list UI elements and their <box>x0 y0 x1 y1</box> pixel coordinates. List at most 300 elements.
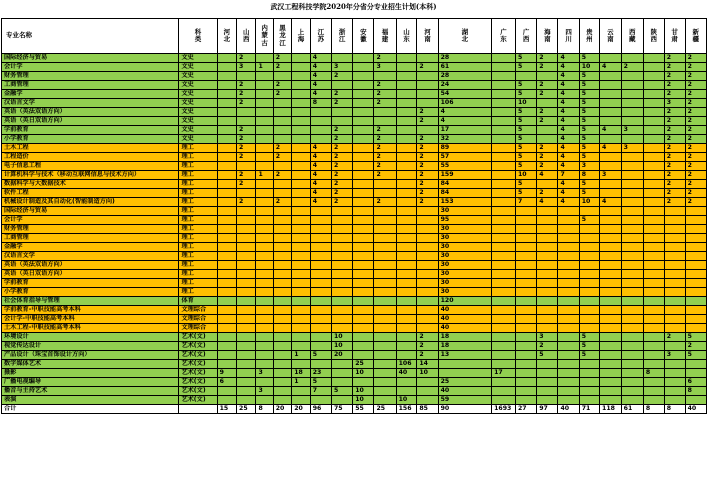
quota-cell: 4 <box>558 144 579 153</box>
quota-cell <box>685 270 706 279</box>
quota-cell <box>273 315 292 324</box>
table-row <box>2 351 707 360</box>
quota-cell <box>331 396 352 405</box>
quota-cell: 2 <box>685 198 706 207</box>
quota-cell <box>217 126 236 135</box>
quota-cell <box>492 63 516 72</box>
quota-cell <box>664 270 685 279</box>
quota-cell <box>600 252 622 261</box>
quota-cell <box>256 306 273 315</box>
quota-cell <box>417 324 438 333</box>
quota-cell <box>353 351 374 360</box>
table-row <box>2 153 707 162</box>
quota-cell <box>492 360 516 369</box>
quota-cell <box>310 342 331 351</box>
quota-cell: 3 <box>374 63 396 72</box>
quota-cell <box>310 279 331 288</box>
quota-cell <box>331 216 352 225</box>
quota-cell <box>292 333 311 342</box>
quota-cell <box>664 252 685 261</box>
quota-cell <box>353 180 374 189</box>
quota-cell: 9 <box>217 369 236 378</box>
quota-cell <box>600 396 622 405</box>
quota-cell <box>621 297 643 306</box>
quota-cell: 13 <box>438 351 492 360</box>
table-row <box>2 378 707 387</box>
quota-cell: 5 <box>579 180 599 189</box>
category-cell: 理工 <box>179 243 217 252</box>
quota-cell <box>396 180 417 189</box>
total-value: 8 <box>664 405 685 414</box>
quota-cell: 5 <box>579 90 599 99</box>
quota-cell <box>515 234 536 243</box>
quota-cell: 5 <box>515 189 536 198</box>
quota-cell <box>374 108 396 117</box>
header-province: 福 建 <box>374 19 396 54</box>
quota-cell <box>685 396 706 405</box>
quota-cell <box>331 297 352 306</box>
quota-cell: 10 <box>396 396 417 405</box>
quota-cell: 4 <box>310 153 331 162</box>
quota-cell <box>310 135 331 144</box>
quota-cell <box>292 297 311 306</box>
quota-cell: 2 <box>664 108 685 117</box>
quota-cell: 5 <box>515 108 536 117</box>
quota-cell <box>331 252 352 261</box>
quota-cell: 14 <box>417 360 438 369</box>
quota-cell <box>292 99 311 108</box>
quota-cell <box>353 108 374 117</box>
quota-cell <box>600 207 622 216</box>
category-cell: 艺术(文) <box>179 360 217 369</box>
quota-cell <box>396 126 417 135</box>
quota-cell <box>600 153 622 162</box>
quota-cell <box>492 207 516 216</box>
quota-cell <box>310 117 331 126</box>
quota-cell <box>417 126 438 135</box>
quota-cell <box>217 360 236 369</box>
quota-cell: 4 <box>438 108 492 117</box>
quota-cell <box>353 153 374 162</box>
quota-cell <box>353 144 374 153</box>
table-row <box>2 126 707 135</box>
quota-cell <box>374 270 396 279</box>
quota-cell <box>558 261 579 270</box>
quota-cell <box>331 81 352 90</box>
quota-cell: 2 <box>537 81 558 90</box>
quota-cell: 2 <box>537 54 558 63</box>
quota-cell <box>256 297 273 306</box>
quota-cell <box>273 306 292 315</box>
quota-cell <box>621 279 643 288</box>
quota-cell <box>558 270 579 279</box>
quota-cell <box>515 216 536 225</box>
total-value: 118 <box>600 405 622 414</box>
quota-cell <box>685 216 706 225</box>
table-row <box>2 243 707 252</box>
total-value: 27 <box>515 405 536 414</box>
total-value: 55 <box>353 405 374 414</box>
quota-cell: 3 <box>621 144 643 153</box>
quota-cell <box>217 180 236 189</box>
table-row <box>2 90 707 99</box>
quota-cell <box>374 333 396 342</box>
quota-cell <box>515 306 536 315</box>
quota-cell: 10 <box>417 369 438 378</box>
quota-cell <box>374 207 396 216</box>
quota-cell <box>621 315 643 324</box>
quota-cell <box>643 396 664 405</box>
quota-cell <box>579 306 599 315</box>
quota-cell: 3 <box>237 63 256 72</box>
major-name-cell: 摄影 <box>2 369 179 378</box>
table-row <box>2 333 707 342</box>
quota-cell: 3 <box>256 369 273 378</box>
quota-cell: 10 <box>353 387 374 396</box>
table-row <box>2 360 707 369</box>
quota-cell <box>353 225 374 234</box>
quota-cell <box>374 252 396 261</box>
quota-cell: 8 <box>643 369 664 378</box>
quota-cell: 2 <box>685 144 706 153</box>
quota-cell: 3 <box>256 387 273 396</box>
quota-cell <box>600 342 622 351</box>
quota-cell: 2 <box>664 189 685 198</box>
quota-cell: 153 <box>438 198 492 207</box>
quota-cell: 2 <box>664 180 685 189</box>
quota-cell <box>621 378 643 387</box>
quota-cell <box>217 144 236 153</box>
quota-cell <box>237 234 256 243</box>
quota-cell: 10 <box>353 369 374 378</box>
quota-cell <box>273 288 292 297</box>
quota-cell <box>643 270 664 279</box>
quota-cell <box>396 315 417 324</box>
quota-cell: 10 <box>579 198 599 207</box>
quota-cell <box>558 387 579 396</box>
quota-cell <box>292 180 311 189</box>
quota-cell <box>492 234 516 243</box>
quota-cell <box>621 261 643 270</box>
quota-cell: 2 <box>685 99 706 108</box>
quota-cell <box>643 252 664 261</box>
quota-cell <box>600 234 622 243</box>
quota-cell: 4 <box>558 90 579 99</box>
quota-cell <box>256 90 273 99</box>
quota-cell <box>492 171 516 180</box>
category-cell: 艺术(文) <box>179 396 217 405</box>
quota-cell <box>579 369 599 378</box>
major-name-cell: 播音与主持艺术 <box>2 387 179 396</box>
quota-cell: 2 <box>417 63 438 72</box>
quota-cell: 30 <box>438 243 492 252</box>
quota-cell <box>292 252 311 261</box>
quota-cell <box>353 243 374 252</box>
quota-cell: 95 <box>438 216 492 225</box>
quota-cell: 5 <box>685 333 706 342</box>
quota-cell <box>273 351 292 360</box>
quota-cell: 2 <box>374 171 396 180</box>
quota-cell <box>600 225 622 234</box>
quota-cell <box>492 72 516 81</box>
category-cell: 理工 <box>179 207 217 216</box>
quota-cell <box>237 288 256 297</box>
quota-cell: 2 <box>685 54 706 63</box>
quota-cell <box>396 261 417 270</box>
quota-cell <box>579 279 599 288</box>
quota-cell <box>685 234 706 243</box>
quota-cell <box>417 81 438 90</box>
quota-cell: 106 <box>396 360 417 369</box>
quota-cell: 32 <box>438 135 492 144</box>
quota-cell <box>515 315 536 324</box>
quota-cell <box>310 288 331 297</box>
quota-cell: 2 <box>273 153 292 162</box>
quota-cell <box>256 126 273 135</box>
quota-cell <box>515 378 536 387</box>
quota-cell <box>237 162 256 171</box>
quota-cell <box>685 297 706 306</box>
quota-cell <box>600 117 622 126</box>
quota-cell <box>643 306 664 315</box>
table-row <box>2 225 707 234</box>
quota-cell: 55 <box>438 162 492 171</box>
quota-cell <box>621 306 643 315</box>
quota-cell: 2 <box>417 189 438 198</box>
major-name-cell: 环境设计 <box>2 333 179 342</box>
quota-cell <box>621 252 643 261</box>
quota-cell: 4 <box>600 126 622 135</box>
quota-cell <box>621 225 643 234</box>
quota-cell <box>256 234 273 243</box>
quota-cell: 3 <box>600 171 622 180</box>
quota-cell <box>643 351 664 360</box>
quota-cell <box>558 324 579 333</box>
quota-cell: 1 <box>292 378 311 387</box>
quota-cell: 40 <box>438 387 492 396</box>
quota-cell <box>664 288 685 297</box>
quota-cell <box>217 117 236 126</box>
quota-cell <box>292 225 311 234</box>
quota-cell <box>664 306 685 315</box>
quota-cell <box>396 297 417 306</box>
table-row <box>2 288 707 297</box>
quota-cell: 2 <box>685 342 706 351</box>
quota-cell: 2 <box>273 63 292 72</box>
quota-cell <box>273 207 292 216</box>
quota-cell: 6 <box>685 378 706 387</box>
quota-cell <box>600 279 622 288</box>
total-value: 90 <box>438 405 492 414</box>
quota-cell <box>537 135 558 144</box>
quota-cell <box>374 387 396 396</box>
quota-cell: 4 <box>558 153 579 162</box>
quota-cell <box>292 279 311 288</box>
quota-cell: 2 <box>537 108 558 117</box>
table-row <box>2 81 707 90</box>
total-value: 20 <box>292 405 311 414</box>
quota-cell <box>643 207 664 216</box>
quota-cell <box>643 126 664 135</box>
quota-cell: 2 <box>374 153 396 162</box>
quota-cell <box>396 252 417 261</box>
quota-cell: 2 <box>237 90 256 99</box>
quota-cell <box>353 324 374 333</box>
quota-cell <box>273 396 292 405</box>
quota-cell: 2 <box>417 117 438 126</box>
table-row <box>2 162 707 171</box>
quota-cell: 23 <box>310 369 331 378</box>
category-cell: 艺术(文) <box>179 369 217 378</box>
total-value: 71 <box>579 405 599 414</box>
quota-cell <box>600 333 622 342</box>
quota-cell <box>643 324 664 333</box>
category-cell: 理工 <box>179 189 217 198</box>
quota-cell <box>492 279 516 288</box>
quota-cell: 2 <box>664 54 685 63</box>
quota-cell <box>256 99 273 108</box>
quota-cell <box>273 270 292 279</box>
quota-cell <box>310 225 331 234</box>
quota-cell <box>600 360 622 369</box>
quota-cell: 2 <box>331 198 352 207</box>
quota-cell: 2 <box>685 135 706 144</box>
major-name-cell: 学前教育-中职技能高考本科 <box>2 306 179 315</box>
quota-cell <box>353 252 374 261</box>
total-value: 97 <box>537 405 558 414</box>
quota-cell <box>537 270 558 279</box>
quota-cell <box>417 243 438 252</box>
quota-cell <box>310 306 331 315</box>
quota-cell: 2 <box>374 198 396 207</box>
quota-cell <box>353 333 374 342</box>
quota-cell: 2 <box>537 90 558 99</box>
quota-cell: 5 <box>515 117 536 126</box>
quota-cell <box>374 360 396 369</box>
quota-cell <box>292 234 311 243</box>
quota-cell <box>237 279 256 288</box>
table-row <box>2 108 707 117</box>
quota-cell <box>621 171 643 180</box>
quota-cell: 2 <box>331 144 352 153</box>
quota-cell: 40 <box>438 324 492 333</box>
quota-cell: 4 <box>600 63 622 72</box>
quota-cell <box>374 279 396 288</box>
quota-cell <box>685 288 706 297</box>
quota-cell <box>237 387 256 396</box>
quota-cell <box>643 225 664 234</box>
quota-cell <box>515 279 536 288</box>
quota-cell <box>273 126 292 135</box>
quota-cell <box>417 306 438 315</box>
quota-cell <box>685 243 706 252</box>
quota-cell <box>558 369 579 378</box>
header-province: 广 东 <box>492 19 516 54</box>
category-cell: 理工 <box>179 180 217 189</box>
major-name-cell: 工程造价 <box>2 153 179 162</box>
category-cell: 文史 <box>179 99 217 108</box>
quota-cell <box>353 90 374 99</box>
quota-cell <box>310 324 331 333</box>
quota-cell: 4 <box>558 108 579 117</box>
quota-cell: 4 <box>558 81 579 90</box>
quota-cell <box>273 216 292 225</box>
quota-cell <box>396 378 417 387</box>
quota-cell <box>310 216 331 225</box>
quota-cell <box>621 324 643 333</box>
quota-cell <box>217 306 236 315</box>
quota-cell <box>331 117 352 126</box>
quota-cell <box>273 135 292 144</box>
quota-cell: 5 <box>579 189 599 198</box>
quota-cell <box>217 333 236 342</box>
table-row <box>2 279 707 288</box>
quota-cell <box>292 144 311 153</box>
quota-cell <box>256 243 273 252</box>
quota-cell: 5 <box>579 108 599 117</box>
quota-cell <box>643 54 664 63</box>
quota-cell: 5 <box>579 99 599 108</box>
quota-cell: 4 <box>558 99 579 108</box>
header-province: 山 东 <box>396 19 417 54</box>
quota-cell: 4 <box>310 180 331 189</box>
quota-cell <box>558 297 579 306</box>
quota-cell <box>396 351 417 360</box>
quota-cell: 4 <box>600 144 622 153</box>
category-cell: 文史 <box>179 135 217 144</box>
quota-cell: 2 <box>417 144 438 153</box>
major-name-cell: 财务管理 <box>2 72 179 81</box>
quota-cell: 10 <box>331 333 352 342</box>
quota-cell <box>292 126 311 135</box>
quota-cell <box>310 396 331 405</box>
quota-cell <box>217 54 236 63</box>
quota-cell <box>600 180 622 189</box>
quota-cell: 2 <box>685 126 706 135</box>
category-cell: 理工 <box>179 261 217 270</box>
major-name-cell: 会计学-中职技能高考本科 <box>2 315 179 324</box>
quota-cell <box>621 117 643 126</box>
category-cell: 理工 <box>179 270 217 279</box>
quota-cell <box>237 324 256 333</box>
quota-cell <box>492 342 516 351</box>
quota-cell: 17 <box>438 126 492 135</box>
quota-cell: 2 <box>237 81 256 90</box>
quota-cell <box>237 207 256 216</box>
quota-cell: 25 <box>353 360 374 369</box>
quota-cell <box>515 288 536 297</box>
quota-cell <box>273 234 292 243</box>
quota-cell <box>621 243 643 252</box>
header-province: 浙 江 <box>331 19 352 54</box>
quota-cell <box>292 306 311 315</box>
category-cell: 理工 <box>179 288 217 297</box>
quota-cell <box>537 252 558 261</box>
quota-cell <box>621 99 643 108</box>
table-row <box>2 99 707 108</box>
quota-cell: 2 <box>374 81 396 90</box>
quota-cell <box>600 90 622 99</box>
quota-cell: 2 <box>417 108 438 117</box>
quota-cell: 10 <box>515 171 536 180</box>
quota-cell: 4 <box>558 198 579 207</box>
quota-cell: 5 <box>579 81 599 90</box>
quota-cell <box>237 378 256 387</box>
quota-cell: 2 <box>273 81 292 90</box>
category-cell: 文史 <box>179 90 217 99</box>
quota-cell: 2 <box>664 198 685 207</box>
quota-cell <box>237 216 256 225</box>
